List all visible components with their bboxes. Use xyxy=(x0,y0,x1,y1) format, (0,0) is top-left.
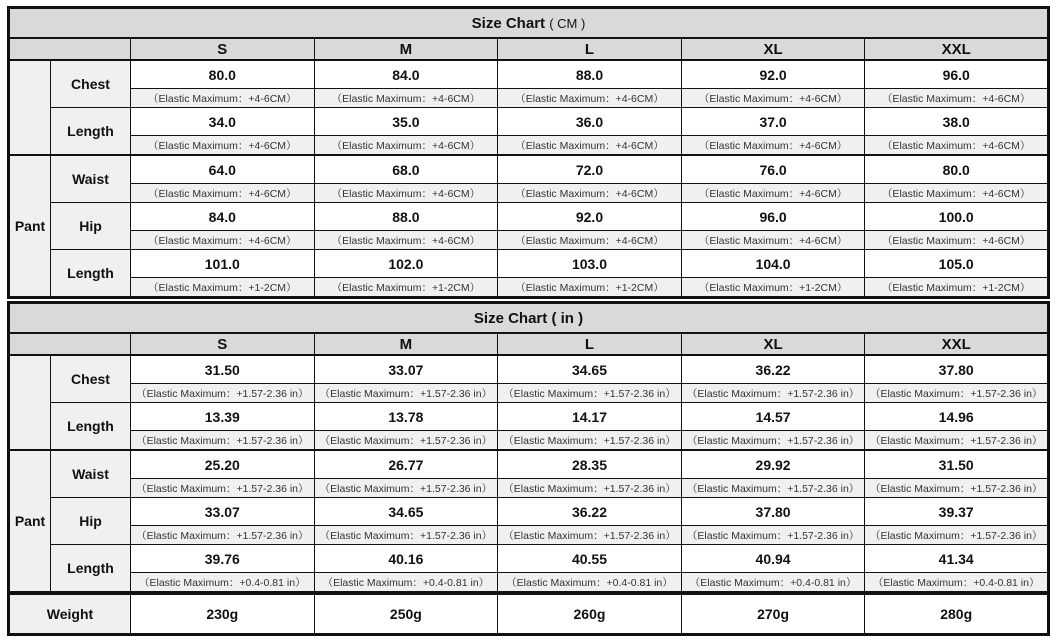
size-header-xl: XL xyxy=(681,38,865,60)
table-row xyxy=(9,355,1049,384)
value-cell: 37.0 xyxy=(681,108,865,136)
elastic-note: （Elastic Maximum：+1.57-2.36 in） xyxy=(131,431,315,451)
group-top xyxy=(9,355,51,450)
value-cell: 14.17 xyxy=(498,403,682,431)
group-top xyxy=(9,60,51,155)
table-row xyxy=(9,203,1049,231)
elastic-note: （Elastic Maximum：+1-2CM） xyxy=(314,278,498,298)
value-cell: 96.0 xyxy=(865,60,1049,89)
size-chart-in-table xyxy=(7,301,1050,594)
elastic-note: （Elastic Maximum：+1.57-2.36 in） xyxy=(498,526,682,545)
weight-value: 250g xyxy=(314,594,498,635)
value-cell: 68.0 xyxy=(314,155,498,184)
elastic-note: （Elastic Maximum：+4-6CM） xyxy=(865,184,1049,203)
value-cell: 33.07 xyxy=(131,498,315,526)
elastic-note: （Elastic Maximum：+1.57-2.36 in） xyxy=(865,384,1049,403)
table-row xyxy=(9,403,1049,431)
elastic-note: （Elastic Maximum：+4-6CM） xyxy=(131,231,315,250)
elastic-note: （Elastic Maximum：+4-6CM） xyxy=(314,231,498,250)
value-cell: 92.0 xyxy=(681,60,865,89)
weight-value: 270g xyxy=(681,594,865,635)
elastic-note: （Elastic Maximum：+4-6CM） xyxy=(131,136,315,156)
value-cell: 80.0 xyxy=(131,60,315,89)
elastic-note: （Elastic Maximum：+1.57-2.36 in） xyxy=(865,479,1049,498)
weight-table xyxy=(7,592,1050,636)
table-row xyxy=(9,594,1049,635)
table-row xyxy=(9,155,1049,184)
value-cell: 41.34 xyxy=(865,545,1049,573)
value-cell: 84.0 xyxy=(314,60,498,89)
value-cell: 76.0 xyxy=(681,155,865,184)
elastic-note: （Elastic Maximum：+1-2CM） xyxy=(498,278,682,298)
table-row xyxy=(9,450,1049,479)
value-cell: 13.78 xyxy=(314,403,498,431)
value-cell: 34.65 xyxy=(498,355,682,384)
value-cell: 92.0 xyxy=(498,203,682,231)
size-header-xl: XL xyxy=(681,333,865,355)
elastic-note: （Elastic Maximum：+0.4-0.81 in） xyxy=(681,573,865,593)
elastic-note: （Elastic Maximum：+1.57-2.36 in） xyxy=(131,526,315,545)
table-title xyxy=(9,8,1049,39)
value-cell: 37.80 xyxy=(681,498,865,526)
value-cell: 36.22 xyxy=(681,355,865,384)
size-header-s: S xyxy=(131,333,315,355)
group-pant: Pant xyxy=(9,155,51,298)
table-row xyxy=(9,250,1049,278)
value-cell: 13.39 xyxy=(131,403,315,431)
size-chart-cm-table xyxy=(7,6,1050,299)
row-label-chest: Chest xyxy=(51,60,131,108)
group-pant: Pant xyxy=(9,450,51,593)
elastic-note: （Elastic Maximum：+4-6CM） xyxy=(498,89,682,108)
elastic-note: （Elastic Maximum：+4-6CM） xyxy=(131,89,315,108)
value-cell: 38.0 xyxy=(865,108,1049,136)
value-cell: 102.0 xyxy=(314,250,498,278)
size-header-m: M xyxy=(314,38,498,60)
size-header-l: L xyxy=(498,38,682,60)
title-unit: ( in ) xyxy=(551,309,584,327)
value-cell: 64.0 xyxy=(131,155,315,184)
elastic-note: （Elastic Maximum：+1.57-2.36 in） xyxy=(131,479,315,498)
table-title xyxy=(9,303,1049,334)
value-cell: 25.20 xyxy=(131,450,315,479)
row-label-hip: Hip xyxy=(51,498,131,545)
elastic-note: （Elastic Maximum：+1-2CM） xyxy=(865,278,1049,298)
value-cell: 35.0 xyxy=(314,108,498,136)
value-cell: 40.94 xyxy=(681,545,865,573)
elastic-note: （Elastic Maximum：+4-6CM） xyxy=(865,136,1049,156)
size-header-xxl: XXL xyxy=(865,38,1049,60)
elastic-note: （Elastic Maximum：+0.4-0.81 in） xyxy=(131,573,315,593)
elastic-note: （Elastic Maximum：+1.57-2.36 in） xyxy=(498,479,682,498)
weight-value: 280g xyxy=(865,594,1049,635)
row-label-chest: Chest xyxy=(51,355,131,403)
value-cell: 40.55 xyxy=(498,545,682,573)
value-cell: 28.35 xyxy=(498,450,682,479)
value-cell: 33.07 xyxy=(314,355,498,384)
elastic-note: （Elastic Maximum：+1.57-2.36 in） xyxy=(865,431,1049,451)
value-cell: 31.50 xyxy=(865,450,1049,479)
elastic-note: （Elastic Maximum：+4-6CM） xyxy=(681,89,865,108)
value-cell: 34.0 xyxy=(131,108,315,136)
elastic-note: （Elastic Maximum：+0.4-0.81 in） xyxy=(865,573,1049,593)
row-label-length: Length xyxy=(51,108,131,156)
elastic-note: （Elastic Maximum：+1.57-2.36 in） xyxy=(498,431,682,451)
value-cell: 36.22 xyxy=(498,498,682,526)
size-header-m: M xyxy=(314,333,498,355)
elastic-note: （Elastic Maximum：+1-2CM） xyxy=(131,278,315,298)
value-cell: 39.37 xyxy=(865,498,1049,526)
value-cell: 100.0 xyxy=(865,203,1049,231)
value-cell: 36.0 xyxy=(498,108,682,136)
table-row xyxy=(9,108,1049,136)
value-cell: 103.0 xyxy=(498,250,682,278)
value-cell: 104.0 xyxy=(681,250,865,278)
elastic-note: （Elastic Maximum：+4-6CM） xyxy=(314,89,498,108)
elastic-note: （Elastic Maximum：+4-6CM） xyxy=(314,136,498,156)
title-text: Size Chart xyxy=(473,309,548,327)
weight-value: 260g xyxy=(498,594,682,635)
elastic-note: （Elastic Maximum：+1.57-2.36 in） xyxy=(314,431,498,451)
elastic-note: （Elastic Maximum：+4-6CM） xyxy=(498,136,682,156)
row-label-pant-length: Length xyxy=(51,250,131,298)
elastic-note: （Elastic Maximum：+4-6CM） xyxy=(498,231,682,250)
row-label-hip: Hip xyxy=(51,203,131,250)
value-cell: 14.96 xyxy=(865,403,1049,431)
elastic-note: （Elastic Maximum：+4-6CM） xyxy=(865,231,1049,250)
row-label-waist: Waist xyxy=(51,450,131,498)
value-cell: 37.80 xyxy=(865,355,1049,384)
header-corner xyxy=(9,333,131,355)
elastic-note: （Elastic Maximum：+4-6CM） xyxy=(131,184,315,203)
elastic-note: （Elastic Maximum：+0.4-0.81 in） xyxy=(498,573,682,593)
elastic-note: （Elastic Maximum：+1.57-2.36 in） xyxy=(681,526,865,545)
header-corner xyxy=(9,38,131,60)
elastic-note: （Elastic Maximum：+1-2CM） xyxy=(681,278,865,298)
title-text: Size Chart xyxy=(471,14,546,32)
elastic-note: （Elastic Maximum：+1.57-2.36 in） xyxy=(131,384,315,403)
elastic-note: （Elastic Maximum：+1.57-2.36 in） xyxy=(498,384,682,403)
elastic-note: （Elastic Maximum：+4-6CM） xyxy=(681,136,865,156)
elastic-note: （Elastic Maximum：+1.57-2.36 in） xyxy=(314,384,498,403)
value-cell: 39.76 xyxy=(131,545,315,573)
elastic-note: （Elastic Maximum：+4-6CM） xyxy=(681,184,865,203)
value-cell: 34.65 xyxy=(314,498,498,526)
row-label-pant-length: Length xyxy=(51,545,131,593)
table-row xyxy=(9,545,1049,573)
elastic-note: （Elastic Maximum：+0.4-0.81 in） xyxy=(314,573,498,593)
size-header-xxl: XXL xyxy=(865,333,1049,355)
value-cell: 40.16 xyxy=(314,545,498,573)
value-cell: 105.0 xyxy=(865,250,1049,278)
elastic-note: （Elastic Maximum：+1.57-2.36 in） xyxy=(681,384,865,403)
size-header-l: L xyxy=(498,333,682,355)
table-row xyxy=(9,60,1049,89)
value-cell: 80.0 xyxy=(865,155,1049,184)
value-cell: 84.0 xyxy=(131,203,315,231)
elastic-note: （Elastic Maximum：+1.57-2.36 in） xyxy=(681,431,865,451)
elastic-note: （Elastic Maximum：+1.57-2.36 in） xyxy=(681,479,865,498)
table-row xyxy=(9,498,1049,526)
value-cell: 14.57 xyxy=(681,403,865,431)
value-cell: 88.0 xyxy=(314,203,498,231)
value-cell: 72.0 xyxy=(498,155,682,184)
size-header-s: S xyxy=(131,38,315,60)
elastic-note: （Elastic Maximum：+1.57-2.36 in） xyxy=(314,526,498,545)
elastic-note: （Elastic Maximum：+1.57-2.36 in） xyxy=(314,479,498,498)
elastic-note: （Elastic Maximum：+1.57-2.36 in） xyxy=(865,526,1049,545)
row-label-waist: Waist xyxy=(51,155,131,203)
elastic-note: （Elastic Maximum：+4-6CM） xyxy=(314,184,498,203)
row-label-length: Length xyxy=(51,403,131,451)
elastic-note: （Elastic Maximum：+4-6CM） xyxy=(865,89,1049,108)
elastic-note: （Elastic Maximum：+4-6CM） xyxy=(681,231,865,250)
value-cell: 26.77 xyxy=(314,450,498,479)
weight-label: Weight xyxy=(9,594,131,635)
title-unit: ( CM ) xyxy=(549,15,586,31)
value-cell: 101.0 xyxy=(131,250,315,278)
value-cell: 31.50 xyxy=(131,355,315,384)
elastic-note: （Elastic Maximum：+4-6CM） xyxy=(498,184,682,203)
value-cell: 88.0 xyxy=(498,60,682,89)
weight-value: 230g xyxy=(131,594,315,635)
value-cell: 96.0 xyxy=(681,203,865,231)
value-cell: 29.92 xyxy=(681,450,865,479)
